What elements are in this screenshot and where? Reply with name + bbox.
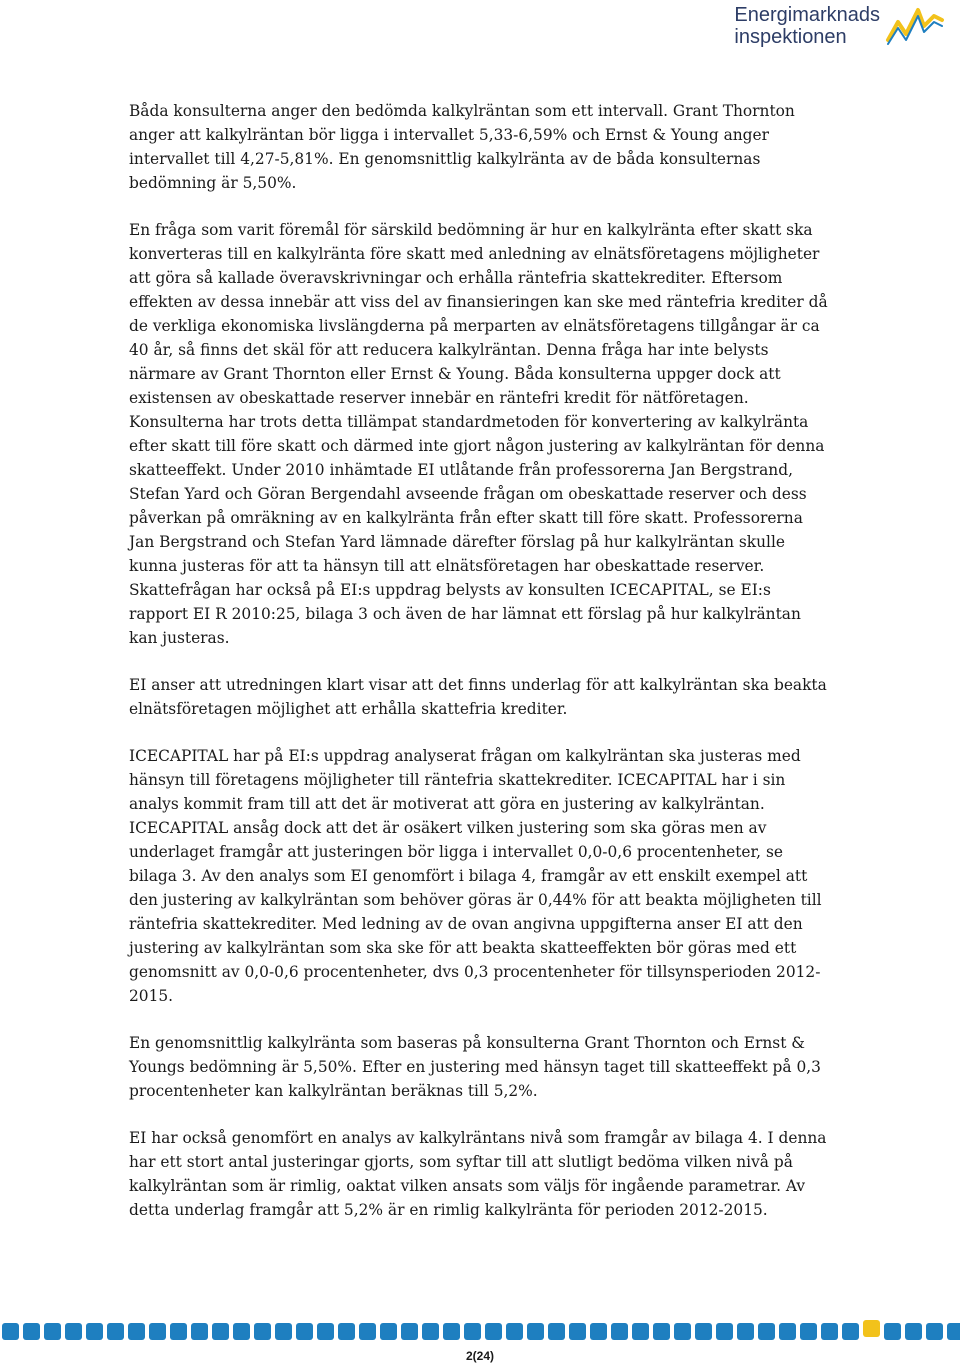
- footer-square: [422, 1323, 439, 1340]
- footer-square: [44, 1323, 61, 1340]
- footer-square: [695, 1323, 712, 1340]
- logo: [734, 4, 946, 48]
- footer-square: [926, 1323, 943, 1340]
- footer-square: [317, 1323, 334, 1340]
- footer-square: [296, 1323, 313, 1340]
- footer-square: [23, 1323, 40, 1340]
- footer-square: [485, 1323, 502, 1340]
- footer-square: [758, 1323, 775, 1340]
- paragraph-2: En fråga som varit föremål för särskild bedömning är hur en kalkylränta efter skatt ska konverteras till en kalkylränta före skatt med anledning av elnätsföretagens möjligheter att göra så kallade överavskrivningar och erhålla räntefria skattekrediter. Eftersom effekten av dessa innebär att viss del av finansieringen kan ske med räntefria krediter då de verkliga ekonomiska livslängderna på merparten av elnätsföretagens tillgångar är ca 40 år, så finns det skäl för att reducera kalkylräntan. Denna fråga har inte belysts närmare av Grant Thornton eller Ernst & Young. Båda konsulterna uppger dock att existensen av obeskattade reserver innebär en räntefri kredit för nätföretagen. Konsulterna har trots detta tillämpat standardmetoden för konvertering av kalkylränta efter skatt till före skatt och därmed inte gjort någon justering av kalkylräntan för denna skatteeffekt. Under 2010 inhämtade EI utlåtande från professorerna Jan Bergstrand, Stefan Yard och Göran Bergendahl avseende frågan om obeskattade reserver och dess påverkan på omräkning av en kalkylränta från efter skatt till före skatt. Professorerna Jan Bergstrand och Stefan Yard lämnade därefter förslag på hur kalkylräntan skulle kunna justeras för att ta hänsyn till att elnätsföretagen har obeskattade reserver. Skattefrågan har också på EI:s uppdrag belysts av konsulten ICECAPITAL, se EI:s rapport EI R 2010:25, bilaga 3 och även de har lämnat ett förslag på hur kalkylräntan kan justeras.: [129, 221, 828, 647]
- footer-square: [401, 1323, 418, 1340]
- footer-square: [233, 1323, 250, 1340]
- footer-square: [128, 1323, 145, 1340]
- footer-square: [548, 1323, 565, 1340]
- footer-square: [842, 1323, 859, 1340]
- footer-square: [443, 1323, 460, 1340]
- footer-square: [905, 1323, 922, 1340]
- footer-square: [380, 1323, 397, 1340]
- footer-decorative-strip: [0, 1320, 960, 1340]
- paragraph-3: EI anser att utredningen klart visar att det finns underlag för att kalkylräntan ska beakta elnätsföretagen möjlighet att erhålla skattefria krediter.: [129, 676, 827, 718]
- paragraph-6: EI har också genomfört en analys av kalkylräntans nivå som framgår av bilaga 4. I denna har ett stort antal justeringar gjorts, som syftar till att slutligt bedöma vilken nivå på kalkylräntan som är rimlig, oaktat vilken ansats som väljs för ingående parametrar. Av detta underlag framgår att 5,2% är en rimlig kalkylränta för perioden 2012-2015.: [129, 1129, 827, 1219]
- footer-square: [653, 1323, 670, 1340]
- footer-square: [569, 1323, 586, 1340]
- footer-square: [86, 1323, 103, 1340]
- footer-square: [65, 1323, 82, 1340]
- logo-text: [734, 4, 880, 48]
- footer-accent-square: [863, 1320, 880, 1337]
- footer-square: [254, 1323, 271, 1340]
- footer-square: [506, 1323, 523, 1340]
- footer-square: [590, 1323, 607, 1340]
- footer-square: [359, 1323, 376, 1340]
- paragraph-4: ICECAPITAL har på EI:s uppdrag analyserat frågan om kalkylräntan ska justeras med hänsyn till företagens möjligheter till räntefria skattekrediter. ICECAPITAL har i sin analys kommit fram till att det är motiverat att göra en justering av kalkylräntan. ICECAPITAL ansåg dock att det är osäkert vilken justering som ska göras men av underlaget framgår att justeringen bör ligga i intervallet 0,0-0,6 procentenheter, se bilaga 3. Av den analys som EI genomfört i bilaga 4, framgår av ett enskilt exempel att den justering av kalkylräntan som behöver göras är 0,44% för att beakta möjligheten till räntefria skattekrediter. Med ledning av de ovan angivna uppgifterna anser EI att den justering av kalkylräntan som ska ske för att beakta skatteeffekten bör göras med ett genomsnitt av 0,0-0,6 procentenheter, dvs 0,3 procentenheter för tillsynsperioden 2012-2015.: [129, 747, 822, 1005]
- logo-bolt-icon: [884, 4, 946, 48]
- paragraph-5: En genomsnittlig kalkylränta som baseras på konsulterna Grant Thornton och Ernst & Youngs bedömning är 5,50%. Efter en justering med hänsyn taget till skatteeffekt på 0,3 procentenheter kan kalkylräntan beräknas till 5,2%.: [129, 1034, 821, 1100]
- footer-square: [191, 1323, 208, 1340]
- footer-square: [674, 1323, 691, 1340]
- page-number: 2(24): [465, 1349, 494, 1363]
- footer-square: [821, 1323, 838, 1340]
- footer-square: [611, 1323, 628, 1340]
- footer-square: [275, 1323, 292, 1340]
- footer-square: [527, 1323, 544, 1340]
- paragraph-1: Båda konsulterna anger den bedömda kalkylräntan som ett intervall. Grant Thornton anger att kalkylräntan bör ligga i intervallet 5,33-6,59% och Ernst & Young anger intervallet till 4,27-5,81%. En genomsnittlig kalkylränta av de båda konsulternas bedömning är 5,50%.: [129, 102, 795, 192]
- footer-square: [779, 1323, 796, 1340]
- footer-square: [170, 1323, 187, 1340]
- footer-square: [212, 1323, 229, 1340]
- footer-square: [149, 1323, 166, 1340]
- footer-square: [800, 1323, 817, 1340]
- footer-square: [338, 1323, 355, 1340]
- footer-square: [884, 1323, 901, 1340]
- footer-square: [632, 1323, 649, 1340]
- logo-line-1: Energimarknads: [734, 4, 880, 26]
- footer-square: [737, 1323, 754, 1340]
- footer-square: [716, 1323, 733, 1340]
- logo-line-2: inspektionen: [734, 26, 847, 48]
- footer-square: [107, 1323, 124, 1340]
- document-body: [129, 99, 829, 1245]
- footer-square: [464, 1323, 481, 1340]
- footer-square: [2, 1323, 19, 1340]
- footer-square: [947, 1323, 960, 1340]
